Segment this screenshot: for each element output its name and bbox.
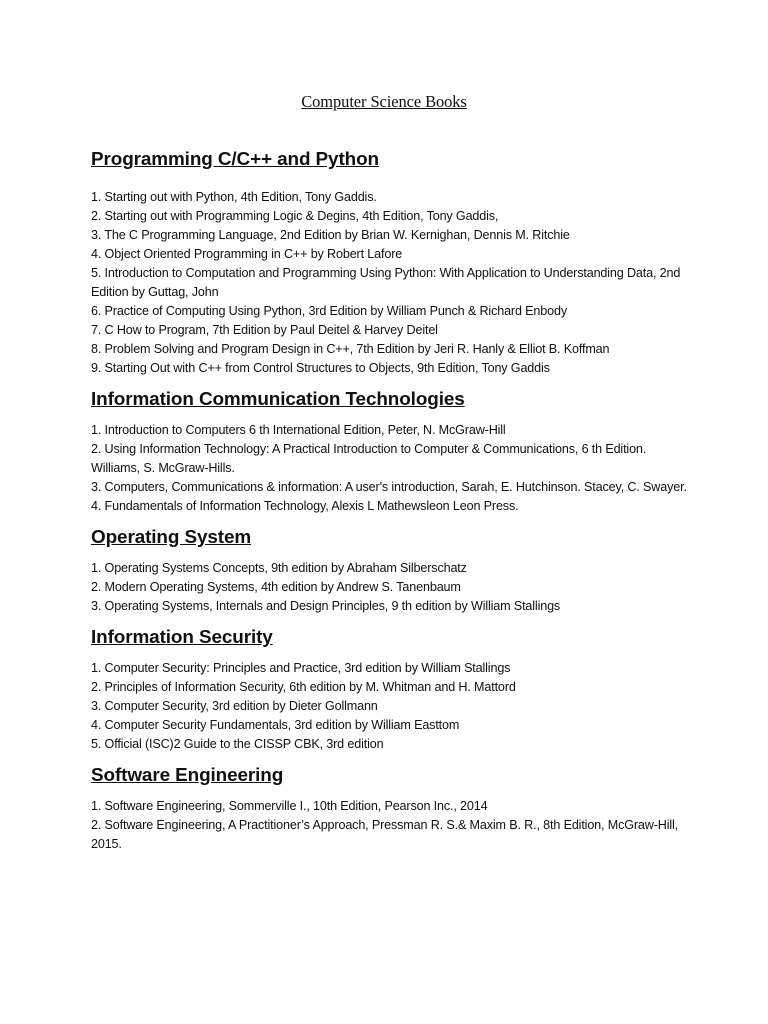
book-item: 6. Practice of Computing Using Python, 3rd Edition by William Punch & Richard Enbody <box>91 304 567 318</box>
book-item: 3. Computer Security, 3rd edition by Dieter Gollmann <box>91 699 378 713</box>
book-item: 2. Software Engineering, A Practitioner’s Approach, Pressman R. S.& Maxim B. R., 8th Edition, McGraw-Hill, 2015. <box>91 818 678 851</box>
book-list <box>91 797 691 854</box>
book-item: 2. Starting out with Programming Logic & Degins, 4th Edition, Tony Gaddis, <box>91 209 499 223</box>
book-list <box>91 421 691 516</box>
section-heading: Information Communication Technologies <box>91 389 465 410</box>
book-item: 7. C How to Program, 7th Edition by Paul Deitel & Harvey Deitel <box>91 323 438 337</box>
section-heading: Programming C/C++ and Python <box>91 149 379 170</box>
book-item: 9. Starting Out with C++ from Control Structures to Objects, 9th Edition, Tony Gaddis <box>91 361 550 375</box>
section-operating-system <box>91 528 691 616</box>
book-item: 5. Introduction to Computation and Programming Using Python: With Application to Understanding Data, 2nd Edition by Guttag, John <box>91 266 681 299</box>
book-item: 1. Software Engineering, Sommerville I., 10th Edition, Pearson Inc., 2014 <box>91 799 488 813</box>
book-item: 1. Computer Security: Principles and Practice, 3rd edition by William Stallings <box>91 661 511 675</box>
section-ict <box>91 390 691 516</box>
book-item: 4. Computer Security Fundamentals, 3rd edition by William Easttom <box>91 718 460 732</box>
book-item: 2. Principles of Information Security, 6th edition by M. Whitman and H. Mattord <box>91 680 516 694</box>
book-item: 1. Starting out with Python, 4th Edition, Tony Gaddis. <box>91 190 377 204</box>
section-heading: Software Engineering <box>91 765 284 786</box>
section-software-engineering <box>91 766 691 854</box>
book-item: 4. Fundamentals of Information Technology, Alexis L Mathewsleon Leon Press. <box>91 499 519 513</box>
book-list <box>91 188 691 378</box>
book-list <box>91 659 691 754</box>
book-item: 3. The C Programming Language, 2nd Edition by Brian W. Kernighan, Dennis M. Ritchie <box>91 228 570 242</box>
document-body <box>91 150 691 854</box>
book-item: 2. Using Information Technology: A Practical Introduction to Computer & Communications, 6 th Edition. Williams, S. McGraw-Hills. <box>91 442 647 475</box>
book-item: 2. Modern Operating Systems, 4th edition by Andrew S. Tanenbaum <box>91 580 461 594</box>
book-item: 4. Object Oriented Programming in C++ by Robert Lafore <box>91 247 403 261</box>
book-item: 3. Computers, Communications & information: A user's introduction, Sarah, E. Hutchinson. Stacey, C. Swayer. <box>91 480 687 494</box>
document-title: Computer Science Books <box>301 92 467 111</box>
book-item: 3. Operating Systems, Internals and Design Principles, 9 th edition by William Stallings <box>91 599 561 613</box>
section-heading: Operating System <box>91 527 252 548</box>
section-programming <box>91 150 691 378</box>
book-item: 8. Problem Solving and Program Design in C++, 7th Edition by Jeri R. Hanly & Elliot B. Koffman <box>91 342 610 356</box>
book-list <box>91 559 691 616</box>
book-item: 1. Operating Systems Concepts, 9th edition by Abraham Silberschatz <box>91 561 467 575</box>
book-item: 5. Official (ISC)2 Guide to the CISSP CBK, 3rd edition <box>91 737 384 751</box>
section-heading: Information Security <box>91 627 273 648</box>
book-item: 1. Introduction to Computers 6 th International Edition, Peter, N. McGraw-Hill <box>91 423 506 437</box>
section-information-security <box>91 628 691 754</box>
